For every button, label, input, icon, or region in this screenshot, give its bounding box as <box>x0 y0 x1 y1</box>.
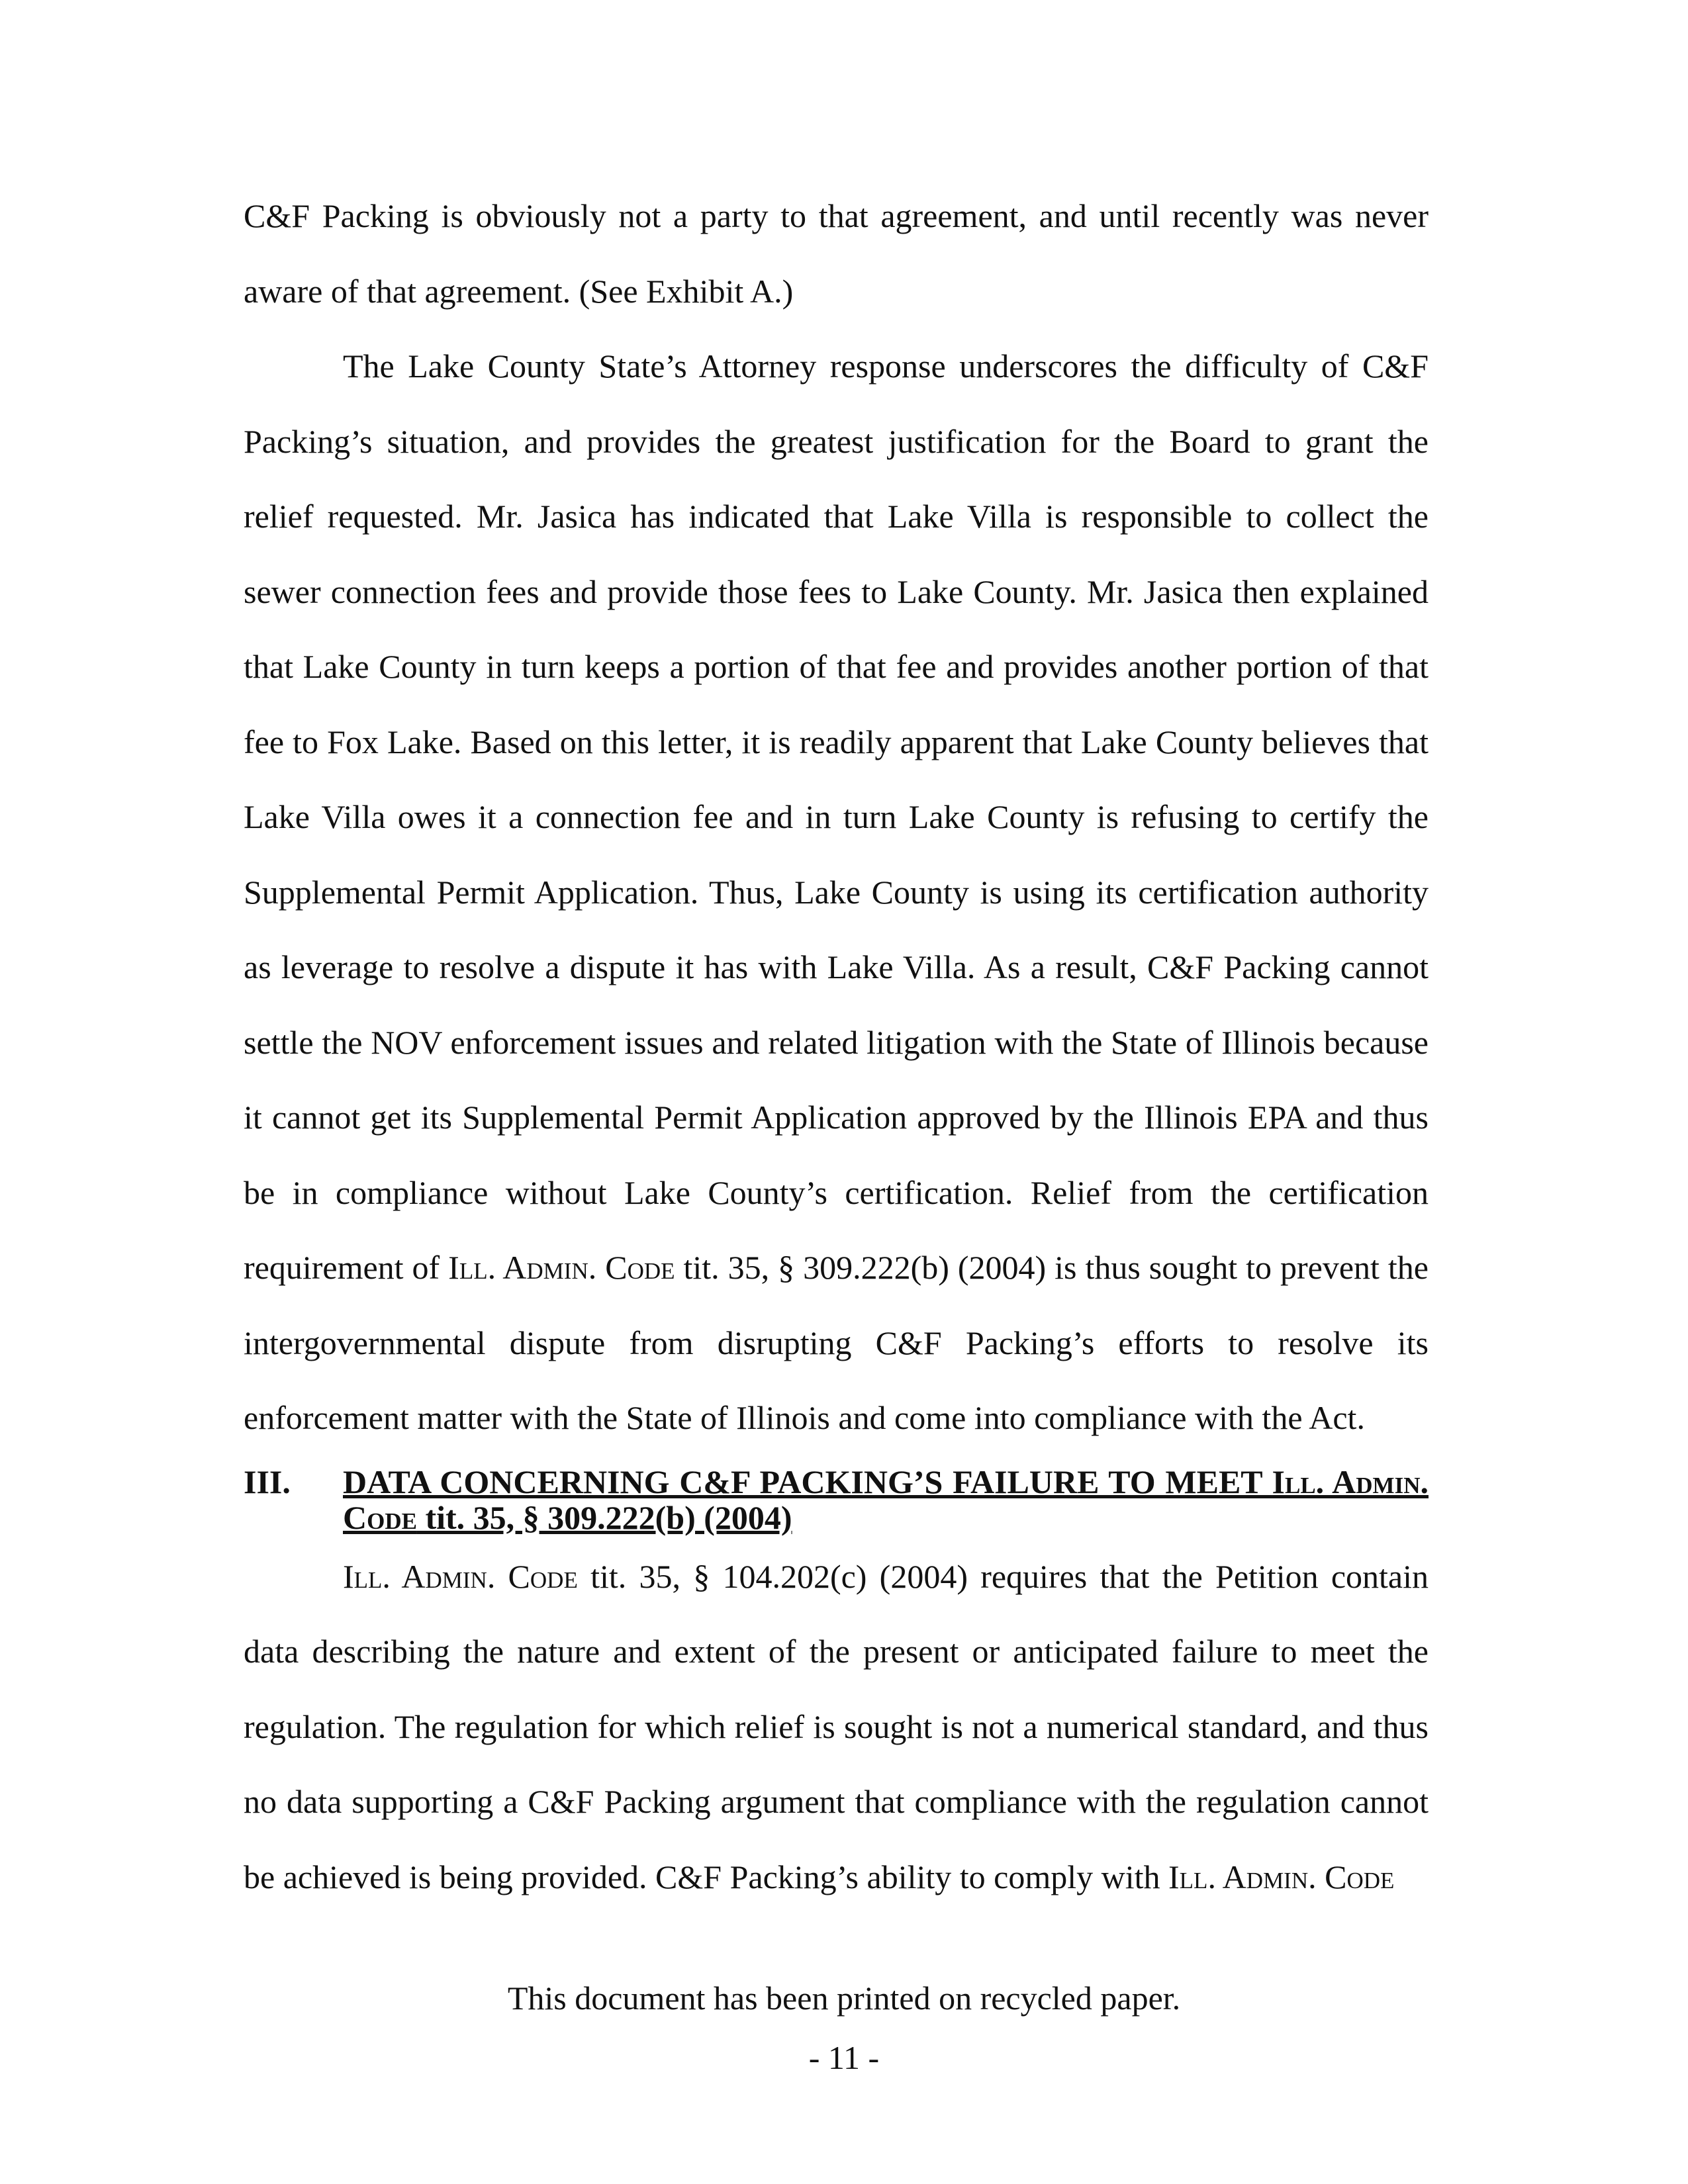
paragraph-response-text-end: tit. 35, § 309.222(b) (2004) is thus sought to prevent the intergovernmental dispute from disrupting C&F Packing’s efforts to resolve its enforcement matter with the State of Illinois and come into compliance with the Act. <box>244 1249 1429 1436</box>
paragraph-states-attorney-response <box>244 329 1429 1456</box>
recycled-paper-note: This document has been printed on recycled paper. <box>507 1979 1181 2017</box>
section-title <box>343 1464 1429 1535</box>
citation-code-end: Ill. Admin. Code <box>1168 1858 1395 1895</box>
section-number: III. <box>244 1463 291 1500</box>
section-heading <box>244 1464 1429 1535</box>
paragraph-agreement <box>244 179 1429 329</box>
document-page <box>244 179 1429 1915</box>
section-title-part-a: DATA CONCERNING C&F PACKING’S FAILURE TO MEET <box>343 1463 1272 1500</box>
paragraph-agreement-text: C&F Packing is obviously not a party to that agreement, and until recently was never aware of that agreement. (See Exhibit A.) <box>244 197 1429 310</box>
paragraph-data-text: tit. 35, § 104.202(c) (2004) requires that the Petition contain data describing the nature and extent of the present or anticipated failure to meet the regulation. The regulation for which relief is sought is not a numerical standard, and thus no data supporting a C&F Packing argument that compliance with the regulation cannot be achieved is being provided. C&F Packing’s ability to comply with <box>244 1557 1429 1895</box>
section-title-part-c: tit. 35, § 309.222(b) (2004) <box>416 1498 792 1536</box>
paragraph-data-requirement <box>244 1539 1429 1915</box>
paragraph-response-text: The Lake County State’s Attorney response underscores the difficulty of C&F Packing’s situation, and provides the greatest justification for the Board to grant the relief requested. Mr. Jasica has indicated that Lake Villa is responsible to collect the sewer connection fees and provide those fees to Lake County. Mr. Jasica then explained that Lake County in turn keeps a portion of that fee and provides another portion of that fee to Fox Lake. Based on this letter, it is readily apparent that Lake County believes that Lake Villa owes it a connection fee and in turn Lake County is refusing to certify the Supplemental Permit Application. Thus, Lake County is using its certification authority as leverage to resolve a dispute it has with Lake Villa. As a result, C&F Packing cannot settle the NOV enforcement issues and related litigation with the State of Illinois because it cannot get its Supplemental Permit Application approved by the Illinois EPA and thus be in compliance without Lake County’s certification. Relief from the certification requirement of <box>244 347 1429 1286</box>
section-title-citation: Ill. Admin. Code <box>343 1463 1429 1536</box>
citation-code: Ill. Admin. Code <box>448 1249 675 1286</box>
page-number: - 11 - <box>808 2039 880 2076</box>
citation-code: Ill. Admin. Code <box>343 1557 578 1595</box>
